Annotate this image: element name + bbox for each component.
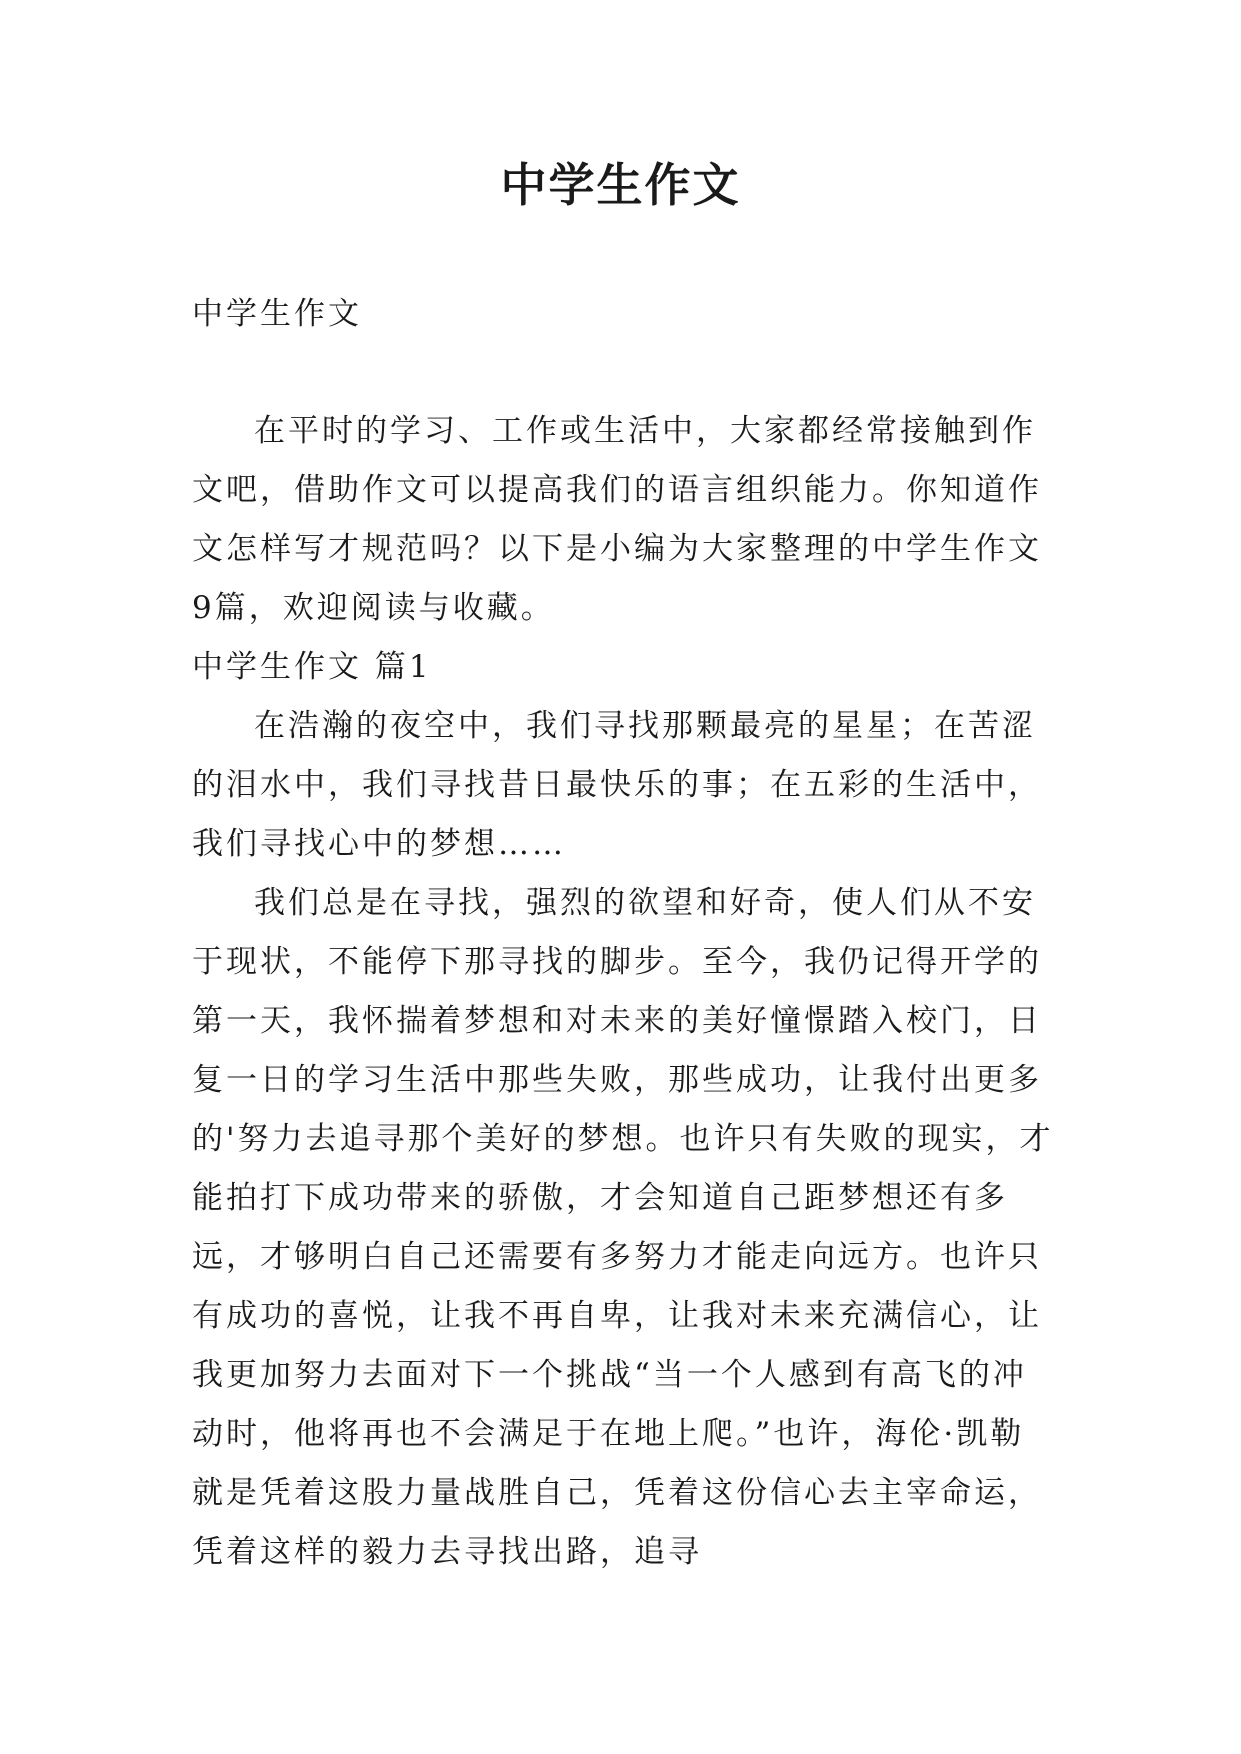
document-title: 中学生作文 [500, 158, 741, 212]
body-paragraph: 在浩瀚的夜空中，我们寻找那颗最亮的星星；在苦涩的泪水中，我们寻找昔日最快乐的事；在五彩的生活中，我们寻找心中的梦想…… [192, 708, 1042, 862]
section-title: 中学生作文 篇1 [192, 649, 432, 685]
document-heading: 中学生作文 [192, 296, 362, 332]
intro-paragraph: 在平时的学习、工作或生活中，大家都经常接触到作文吧，借助作文可以提高我们的语言组织能力。你知道作文怎样写才规范吗？以下是小编为大家整理的中学生作文9篇，欢迎阅读与收藏。 [192, 413, 1042, 626]
document-content [192, 402, 1054, 1582]
body-paragraph: 我们总是在寻找，强烈的欲望和好奇，使人们从不安于现状，不能停下那寻找的脚步。至今，我仍记得开学的第一天，我怀揣着梦想和对未来的美好憧憬踏入校门，日复一日的学习生活中那些失败，那些成功，让我付出更多的'努力去追寻那个美好的梦想。也许只有失败的现实，才能拍打下成功带来的骄傲，才会知道自己距梦想还有多远，才够明白自己还需要有多努力才能走向远方。也许只有成功的喜悦，让我不再自卑，让我对未来充满信心，让我更加努力去面对下一个挑战“当一个人感到有高飞的冲动时，他将再也不会满足于在地上爬。”也许，海伦·凯勒就是凭着这股力量战胜自己，凭着这份信心去主宰命运，凭着这样的毅力去寻找出路，追寻 [192, 885, 1054, 1570]
